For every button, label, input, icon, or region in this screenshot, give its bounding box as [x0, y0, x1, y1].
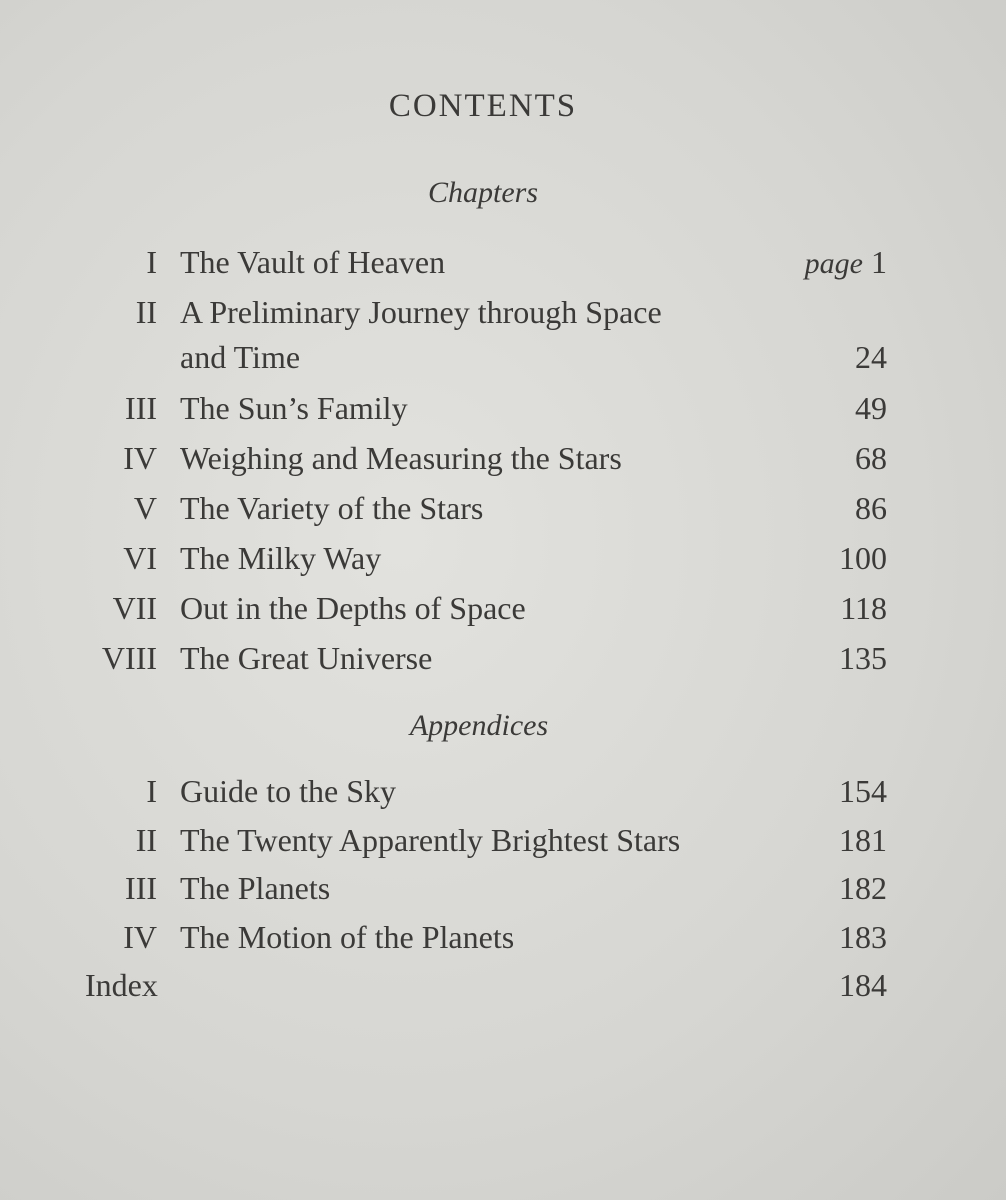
page-number: 182	[839, 870, 887, 906]
entry-page	[839, 638, 887, 678]
entry-number: III	[125, 870, 157, 906]
entry-title: Index	[85, 967, 158, 1003]
entry-page	[839, 917, 887, 957]
entry-number: IV	[123, 919, 157, 955]
entry-number: III	[125, 390, 157, 426]
chapter-entry	[0, 388, 1006, 428]
entry-title: Out in the Depths of Space	[180, 590, 526, 626]
chapter-entry	[0, 438, 1006, 478]
chapter-entry	[0, 538, 1006, 578]
entry-page	[839, 771, 887, 811]
dot-leader	[450, 771, 836, 811]
entry-title: The Milky Way	[180, 540, 382, 576]
page-number: 154	[839, 773, 887, 809]
chapter-entry	[0, 242, 1006, 282]
page-number: 181	[839, 822, 887, 858]
entry-number: VI	[123, 540, 157, 576]
entry-number: V	[133, 490, 157, 526]
dot-leader	[620, 588, 836, 628]
page-label: page	[804, 247, 863, 280]
chapters-heading: Chapters	[427, 176, 538, 209]
dot-leader	[470, 388, 836, 428]
dot-leader	[715, 438, 836, 478]
entry-title: and Time	[180, 339, 301, 375]
entry-page	[839, 538, 887, 578]
entry-title: Weighing and Measuring the Stars	[180, 440, 622, 476]
entry-title: A Preliminary Journey through Space	[180, 294, 662, 330]
entry-number: I	[146, 244, 157, 280]
entry-number: II	[135, 294, 157, 330]
dot-leader	[590, 488, 836, 528]
appendix-entry	[0, 868, 1006, 908]
page-number: 183	[839, 919, 887, 955]
dot-leader	[440, 538, 836, 578]
dot-leader	[180, 965, 836, 1005]
page-number: 1	[871, 244, 887, 280]
entry-title: Guide to the Sky	[180, 773, 396, 809]
appendices-heading: Appendices	[409, 709, 549, 742]
appendix-entry	[0, 820, 1006, 860]
entry-number: I	[146, 773, 157, 809]
appendix-entry	[0, 771, 1006, 811]
appendix-entry	[0, 917, 1006, 957]
entry-title: The Great Universe	[180, 640, 433, 676]
chapter-entry	[0, 292, 1006, 332]
entry-page	[855, 438, 887, 478]
chapter-entry	[0, 488, 1006, 528]
entry-page	[805, 242, 887, 284]
entry-number: II	[135, 822, 157, 858]
entry-page	[839, 820, 887, 860]
page-number: 86	[855, 490, 887, 526]
entry-page	[839, 965, 887, 1005]
entry-title: The Sun’s Family	[180, 390, 408, 426]
chapter-entry	[0, 588, 1006, 628]
page-number: 68	[855, 440, 887, 476]
dot-leader	[520, 242, 791, 282]
page-number: 184	[839, 967, 887, 1003]
entry-title: The Variety of the Stars	[180, 490, 484, 526]
entry-number: IV	[123, 440, 157, 476]
entry-title: The Planets	[180, 870, 331, 906]
page-number: 24	[855, 339, 887, 375]
page-number: 100	[839, 540, 887, 576]
page-number: 135	[839, 640, 887, 676]
entry-number: VIII	[101, 640, 157, 676]
page-number: 49	[855, 390, 887, 426]
entry-title: The Motion of the Planets	[180, 919, 515, 955]
chapter-entry	[0, 638, 1006, 678]
dot-leader	[595, 917, 836, 957]
entry-page	[855, 337, 887, 377]
dot-leader	[510, 638, 836, 678]
chapter-entry-continued	[0, 337, 1006, 377]
dot-leader	[330, 337, 836, 377]
entry-title: The Vault of Heaven	[180, 244, 446, 280]
dot-leader	[370, 868, 836, 908]
index-entry	[0, 965, 1006, 1005]
entry-title: The Twenty Apparently Brightest Stars	[180, 822, 681, 858]
entry-number: VII	[112, 590, 157, 626]
entry-page	[840, 588, 887, 628]
entry-page	[855, 488, 887, 528]
page-number: 118	[840, 590, 887, 626]
page-title: CONTENTS	[388, 88, 578, 124]
entry-page	[855, 388, 887, 428]
entry-page	[839, 868, 887, 908]
